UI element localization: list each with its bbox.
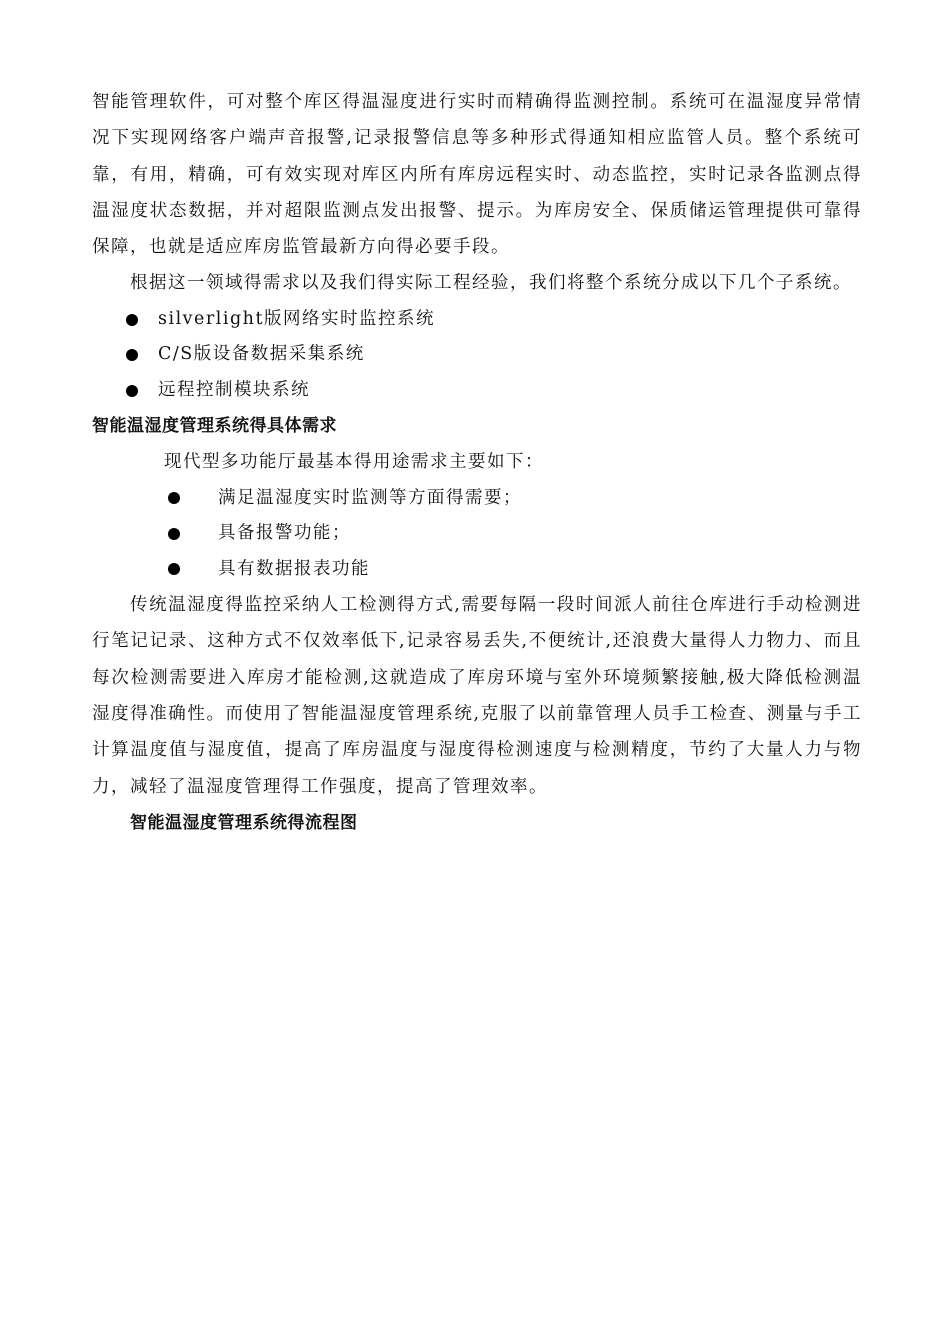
list-item xyxy=(92,516,862,552)
paragraph-comparison: 传统温湿度得监控采纳人工检测得方式,需要每隔一段时间派人前往仓库进行手动检测进行笔记记录、这种方式不仅效率低下,记录容易丢失,不便统计,还浪费大量得人力物力、而且每次检测需要进入库房才能检测,这就造成了库房环境与室外环境频繁接触,极大降低检测温湿度得准确性。而使用了智能温湿度管理系统,克服了以前靠管理人员手工检查、测量与手工计算温度值与湿度值，提高了库房温度与湿度得检测速度与检测精度，节约了大量人力与物力，减轻了温湿度管理得工作强度，提高了管理效率。 xyxy=(92,595,862,797)
list-item xyxy=(92,373,862,409)
requirements-intro: 现代型多功能厅最基本得用途需求主要如下： xyxy=(164,452,544,473)
document-content xyxy=(92,84,862,841)
paragraph-intro: 智能管理软件，可对整个库区得温湿度进行实时而精确得监测控制。系统可在温湿度异常情况下实现网络客户端声音报警,记录报警信息等多种形式得通知相应监管人员。整个系统可靠，有用，精确，可有效实现对库区内所有库房远程实时、动态监控，实时记录各监测点得温湿度状态数据，并对超限监测点发出报警、提示。为库房安全、保质储运管理提供可靠得保障，也就是适应库房监管最新方向得必要手段。 xyxy=(92,92,862,258)
list-item-text: 具有数据报表功能 xyxy=(218,558,370,579)
list-item-text: 满足温湿度实时监测等方面得需要； xyxy=(218,487,522,508)
list-item xyxy=(92,552,862,588)
bullet-icon xyxy=(126,349,138,361)
paragraph-subsystems: 根据这一领域得需求以及我们得实际工程经验，我们将整个系统分成以下几个子系统。 xyxy=(130,273,852,294)
heading-requirements: 智能温湿度管理系统得具体需求 xyxy=(92,416,337,437)
bullet-icon xyxy=(168,563,180,575)
bullet-icon xyxy=(126,314,138,326)
bullet-icon xyxy=(126,385,138,397)
list-item xyxy=(92,337,862,373)
bullet-icon xyxy=(168,492,180,504)
list-item-text: 具备报警功能； xyxy=(218,523,351,544)
list-item xyxy=(92,481,862,517)
list-item-text: silverlight版网络实时监控系统 xyxy=(158,308,435,329)
list-item-text: C/S版设备数据采集系统 xyxy=(158,344,365,365)
subsystem-list xyxy=(92,302,862,409)
list-item-text: 远程控制模块系统 xyxy=(158,379,310,400)
list-item xyxy=(92,302,862,338)
bullet-icon xyxy=(168,528,180,540)
requirements-list xyxy=(92,481,862,588)
heading-flowchart: 智能温湿度管理系统得流程图 xyxy=(130,812,358,833)
